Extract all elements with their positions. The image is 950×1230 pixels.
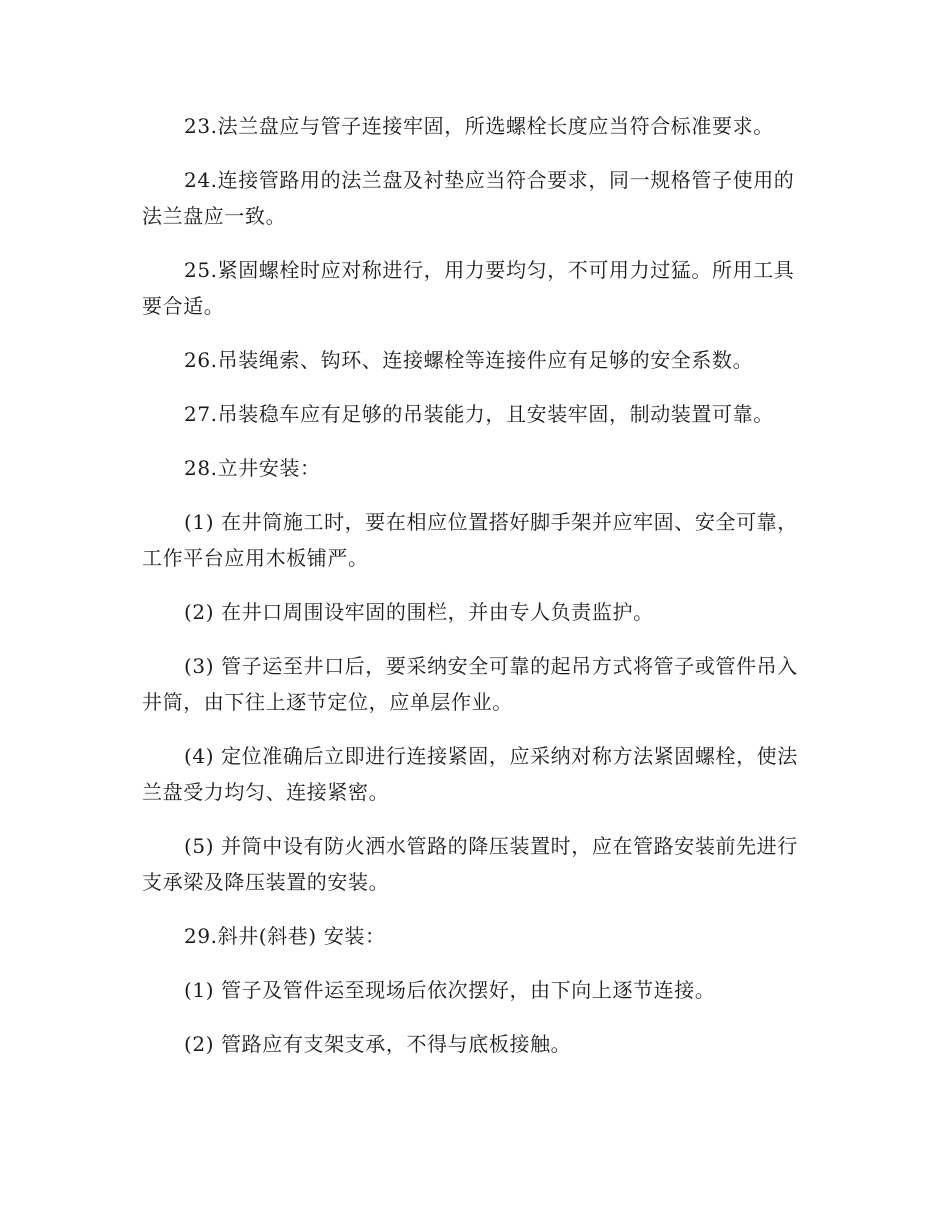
paragraph-item-25: 25.紧固螺栓时应对称进行，用力要均匀，不可用力过猛。所用工具要合适。: [142, 258, 795, 318]
paragraph-item-26: 26.吊装绳索、钩环、连接螺栓等连接件应有足够的安全系数。: [184, 348, 754, 372]
list-item-29-2: (2) 管路应有支架支承，不得与底板接触。: [184, 1032, 572, 1056]
list-item-28-2: (2) 在井口周围设牢固的围栏，并由专人负责监护。: [184, 600, 654, 624]
paragraph-item-29: 29.斜井(斜巷) 安装：: [184, 924, 386, 948]
paragraph-item-23: 23.法兰盘应与管子连接牢固，所选螺栓长度应当符合标准要求。: [184, 114, 774, 138]
paragraph-item-27: 27.吊装稳车应有足够的吊装能力，且安装牢固，制动装置可靠。: [184, 402, 774, 426]
list-item-28-5: (5) 并筒中设有防火洒水管路的降压装置时，应在管路安装前先进行支承梁及降压装置的安装。: [142, 834, 798, 894]
list-item-28-3: (3) 管子运至井口后，要采纳安全可靠的起吊方式将管子或管件吊入井筒，由下往上逐节定位，应单层作业。: [142, 654, 798, 714]
list-item-29-1: (1) 管子及管件运至现场后依次摆好，由下向上逐节连接。: [184, 978, 716, 1002]
paragraph-item-24: 24.连接管路用的法兰盘及衬垫应当符合要求，同一规格管子使用的法兰盘应一致。: [142, 168, 795, 228]
list-item-28-1: (1) 在井筒施工时，要在相应位置搭好脚手架并应牢固、安全可靠，工作平台应用木板铺严。: [142, 510, 798, 570]
list-item-28-4: (4) 定位准确后立即进行连接紧固，应采纳对称方法紧固螺栓，使法兰盘受力均匀、连接紧密。: [142, 744, 798, 804]
paragraph-item-28: 28.立井安装：: [184, 456, 321, 480]
